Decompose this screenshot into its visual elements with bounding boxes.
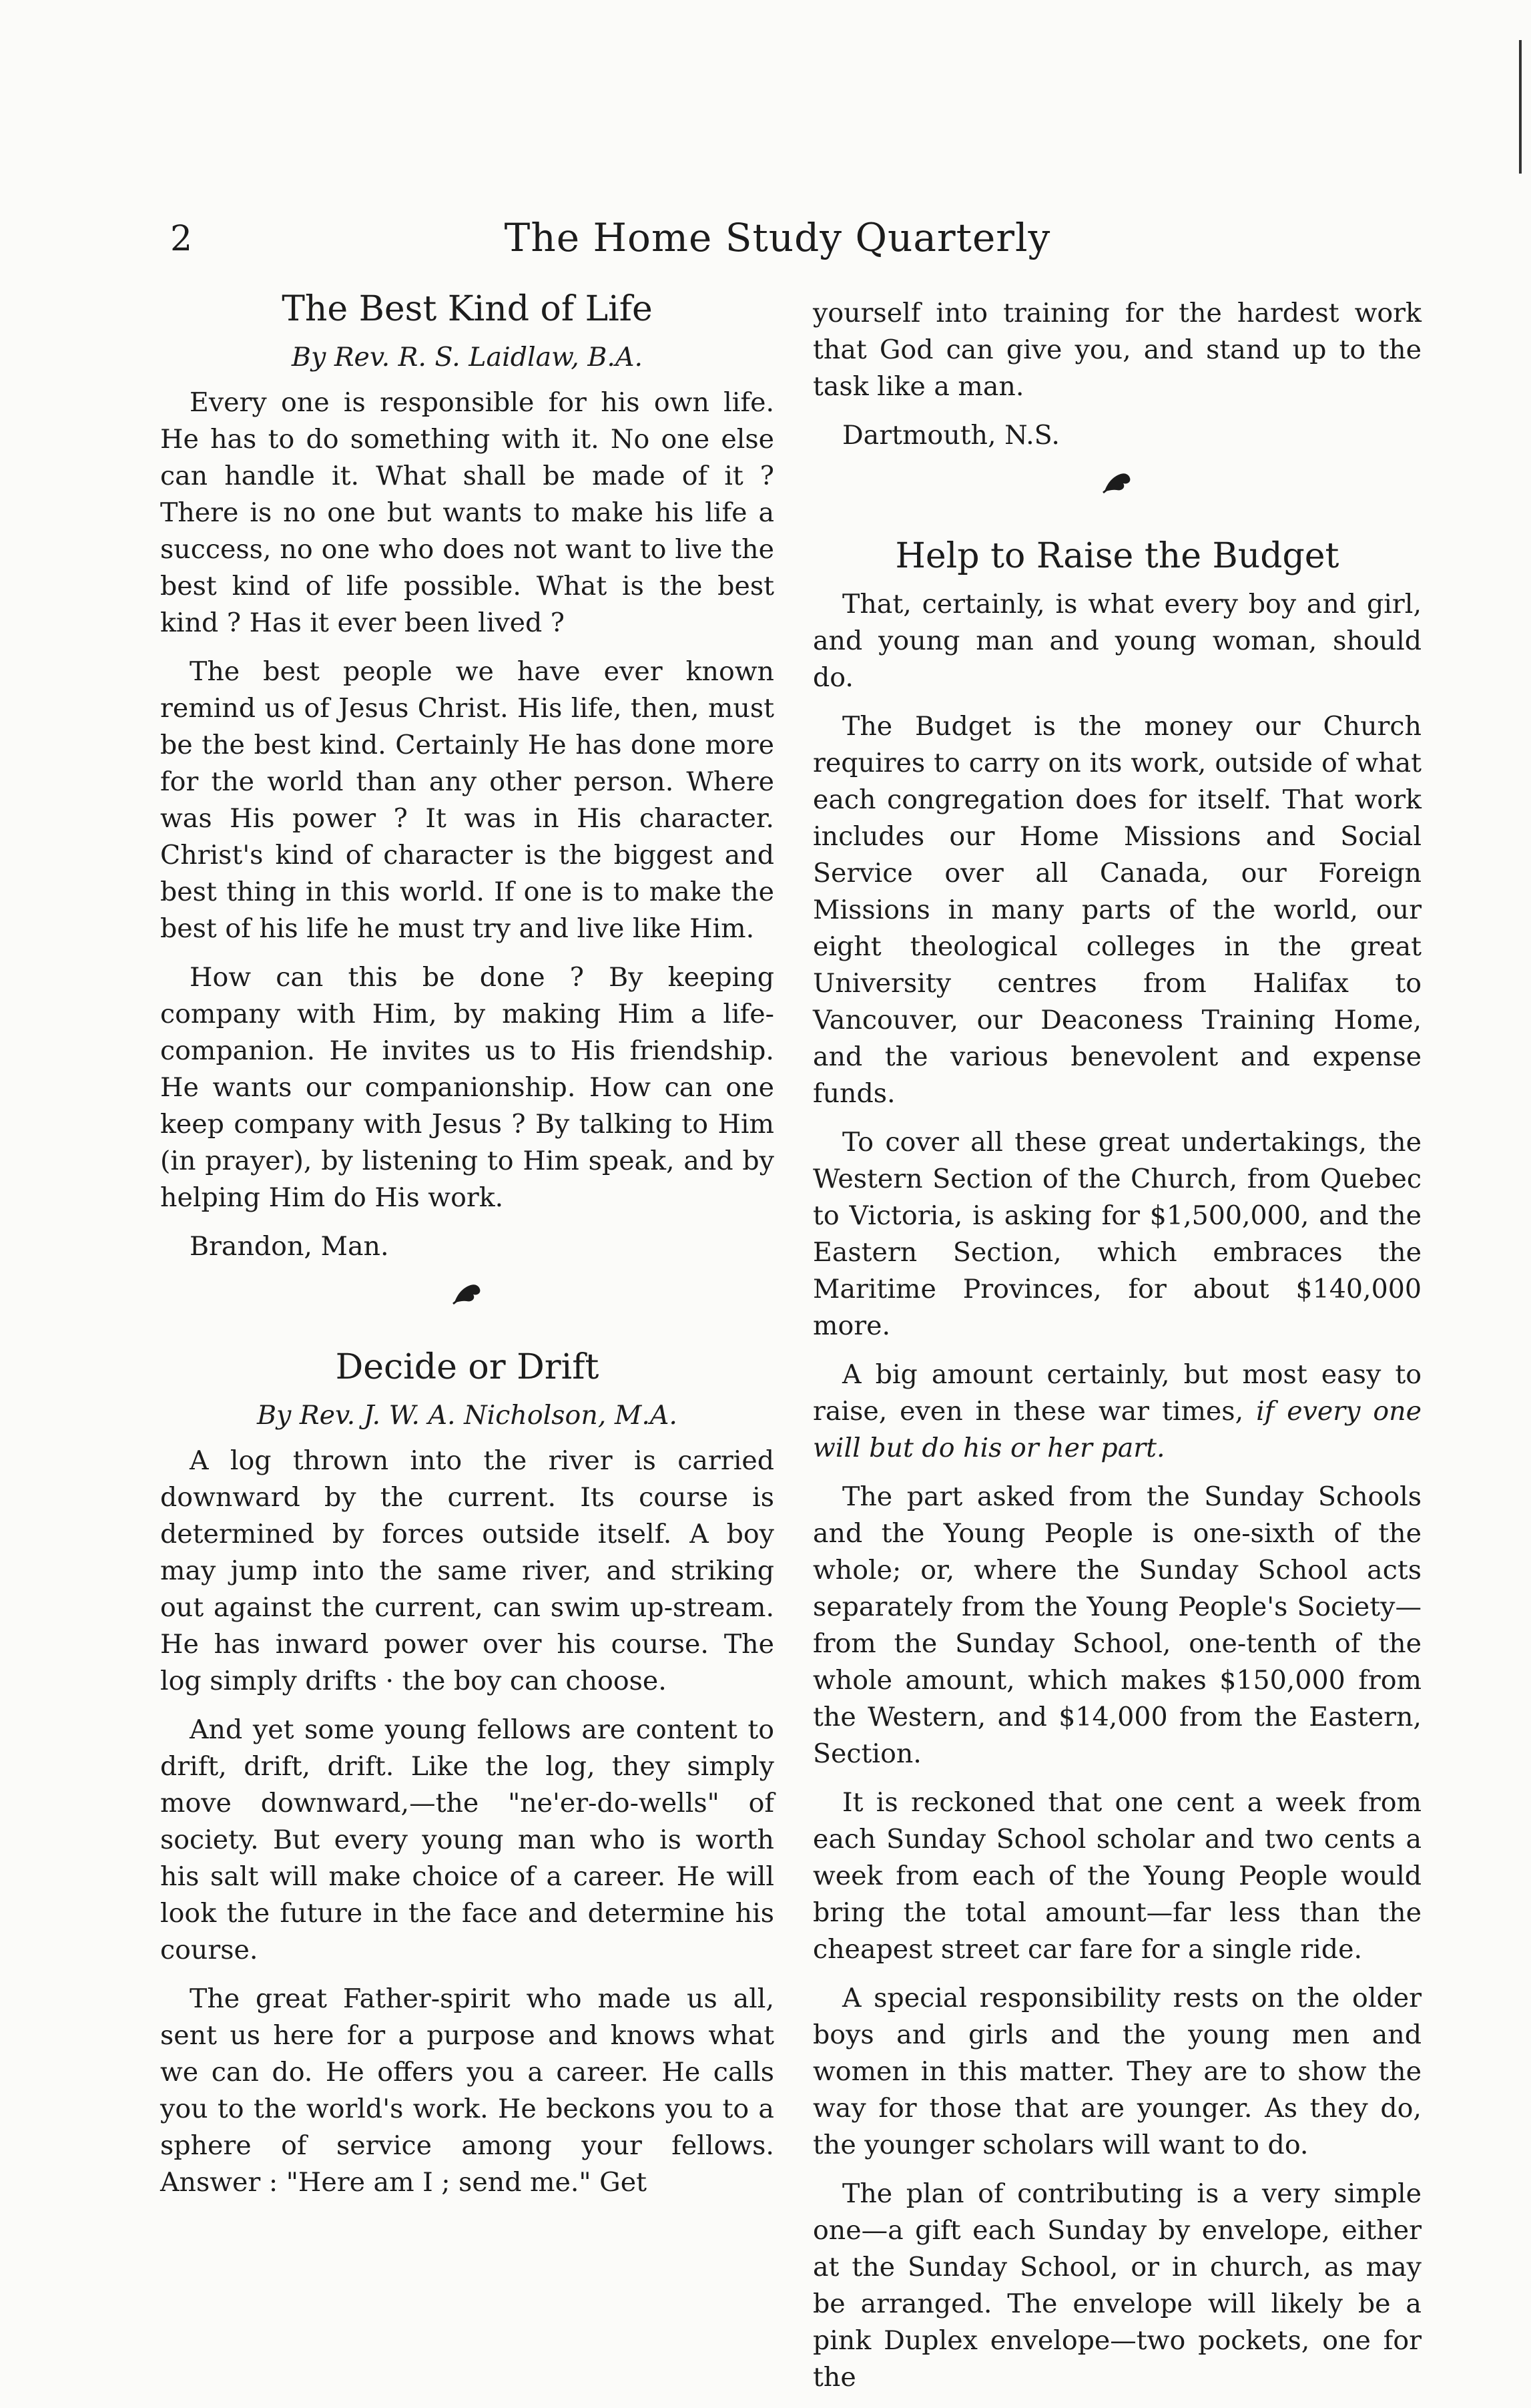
fleuron-ornament <box>813 469 1422 511</box>
article-paragraph: The best people we have ever known remind us of Jesus Christ. His life, then, must be the best kind. Certainly He has done more for the world than any other person. Where was His power ? It was in His character. Christ's kind of character is the biggest and best thing in this world. If one is to make the best of his life he must try and live like Him. <box>160 656 774 944</box>
article-title: Help to Raise the Budget <box>895 536 1339 576</box>
article-paragraph <box>813 1357 1422 1467</box>
article-paragraph: And yet some young fellows are content to drift, drift, drift. Like the log, they simply move downward,—the "ne'er-do-wells" of society. But every young man who is worth his salt will make choice of a career. He will look the future in the face and determine his course. <box>160 1714 774 1965</box>
page-number: 2 <box>170 219 193 259</box>
article-paragraph: The Budget is the money our Church requires to carry on its work, outside of what each congregation does for itself. That work includes our Home Missions and Social Service over all Canada, our Foreign Missions in many parts of the world, our eight theological colleges in the great University centres from Halifax to Vancouver, our Deaconess Training Home, and the various benevolent and expense funds. <box>813 711 1422 1109</box>
emphasis-text: if every one will but do his or her part. <box>813 1396 1422 1463</box>
article-decide-or-drift <box>160 1345 774 2201</box>
article-place: Brandon, Man. <box>190 1231 389 1262</box>
article-best-kind-of-life <box>160 287 774 1265</box>
article-help-raise-budget <box>813 534 1422 2396</box>
page-edge-rule <box>1519 40 1522 174</box>
paragraph-text: A big amount certainly, but most easy to raise, even in these war times, <box>813 1359 1422 1427</box>
article-paragraph: A log thrown into the river is carried downward by the current. Its course is determined by forces outside itself. A boy may jump into the same river, and striking out against the current, can swim up-stream. He has inward power over his course. The log simply drifts · the boy can choose. <box>160 1445 774 1696</box>
article-paragraph-continued: yourself into training for the hardest work that God can give you, and stand up to the task like a man. <box>813 298 1422 402</box>
article-paragraph: It is reckoned that one cent a week from each Sunday School scholar and two cents a week from each of the Young People would bring the total amount—far less than the cheapest street car fare for a single ride. <box>813 1787 1422 1965</box>
article-paragraph: The plan of contributing is a very simple one—a gift each Sunday by envelope, either at the Sunday School, or in church, as may be arranged. The envelope will likely be a pink Duplex envelope—two pockets, one for the <box>813 2178 1422 2393</box>
article-title: The Best Kind of Life <box>282 289 653 329</box>
article-paragraph: A special responsibility rests on the older boys and girls and the young men and women in this matter. They are to show the way for those that are younger. As they do, the younger scholars will want to do. <box>813 1983 1422 2160</box>
article-paragraph: How can this be done ? By keeping company with Him, by making Him a life-companion. He invites us to His friendship. He wants our companionship. How can one keep company with Jesus ? By talking to Him (in prayer), by listening to Him speak, and by helping Him do His work. <box>160 962 774 1213</box>
article-paragraph: The part asked from the Sunday Schools and the Young People is one-sixth of the whole; or, where the Sunday School acts separately from the Young People's Society—from the Sunday School, one-tenth of the whole amount, which makes $150,000 from the Western, and $14,000 from the Eastern, Section. <box>813 1481 1422 1769</box>
fleuron-ornament <box>160 1280 774 1322</box>
article-byline: By Rev. R. S. Laidlaw, B.A. <box>291 342 643 373</box>
article-paragraph: That, certainly, is what every boy and girl, and young man and young woman, should do. <box>813 589 1422 693</box>
article-paragraph: To cover all these great undertakings, the Western Section of the Church, from Quebec to Victoria, is asking for $1,500,000, and the Eastern Section, which embraces the Maritime Provinces, for about $140,000 more. <box>813 1127 1422 1341</box>
article-paragraph: The great Father-spirit who made us all, sent us here for a purpose and knows what we can do. He offers you a career. He calls you to the world's work. He beckons you to a sphere of service among your fellows. Answer : "Here am I ; send me." Get <box>160 1983 774 2198</box>
article-place: Dartmouth, N.S. <box>842 420 1060 451</box>
left-column <box>160 287 774 2213</box>
running-title: The Home Study Quarterly <box>504 215 1051 260</box>
right-column <box>813 295 1422 2408</box>
article-byline: By Rev. J. W. A. Nicholson, M.A. <box>257 1400 677 1431</box>
article-paragraph: Every one is responsible for his own life. He has to do something with it. No one else can handle it. What shall be made of it ? There is no one but wants to make his life a success, no one who does not want to live the best kind of life possible. What is the best kind ? Has it ever been lived ? <box>160 387 774 638</box>
article-title: Decide or Drift <box>335 1347 599 1387</box>
running-header <box>157 215 1398 268</box>
